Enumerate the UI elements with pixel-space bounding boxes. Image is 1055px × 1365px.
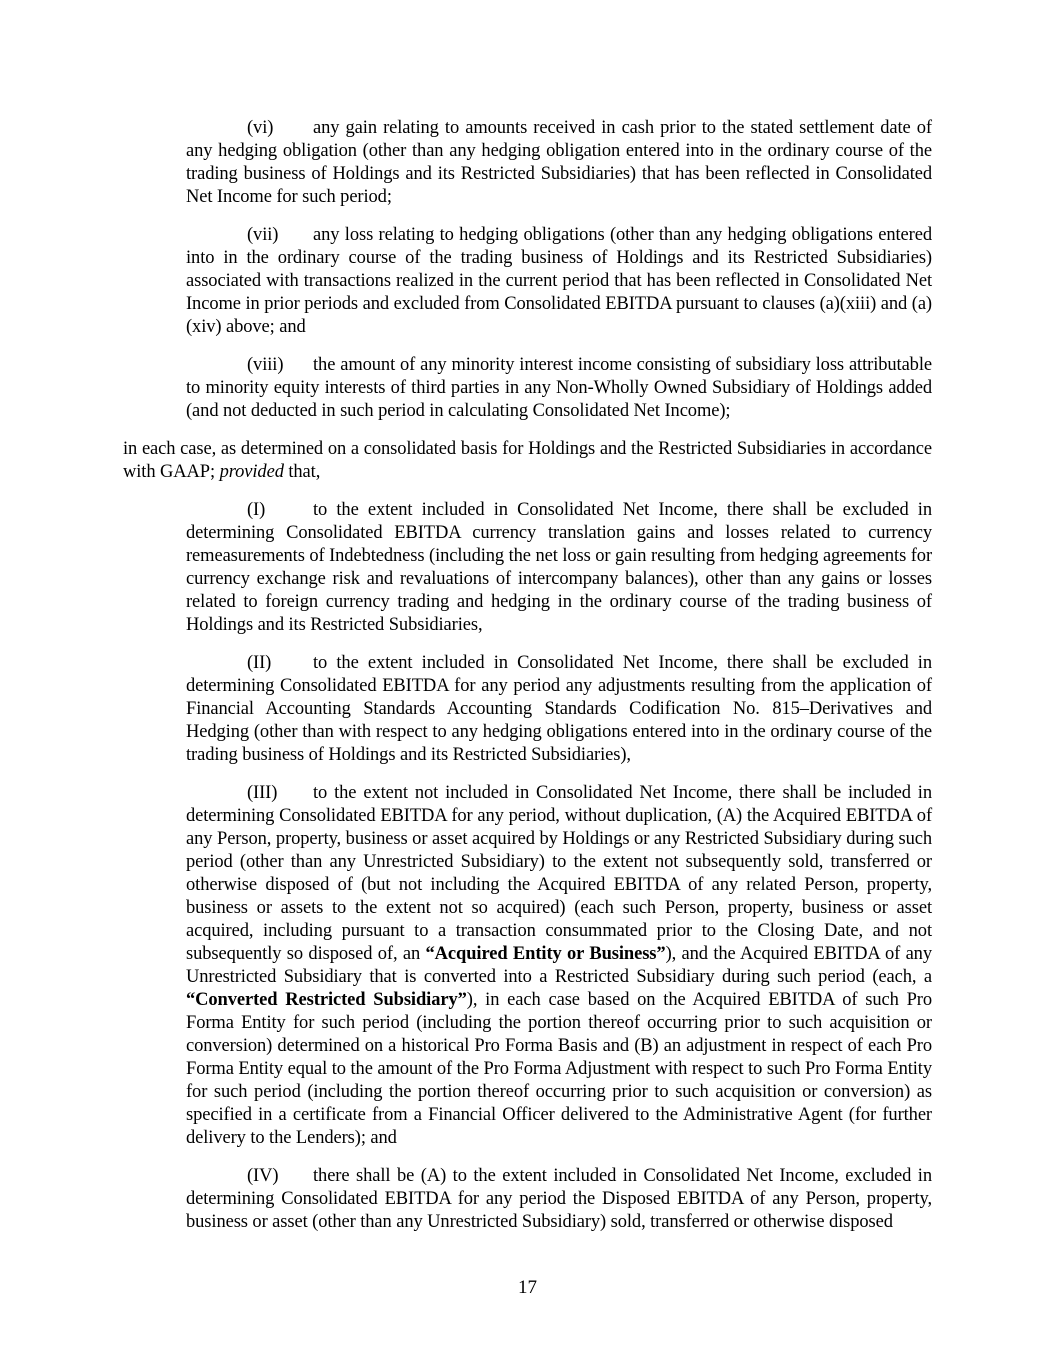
- text-segment: “Acquired Entity or Business”: [425, 944, 666, 964]
- clause-number: (III): [247, 783, 278, 803]
- clause-number: (vii): [247, 225, 279, 245]
- text-segment: ), and the Acquired EBITDA of any Unrestricted Subsidiary that is converted into a Restricted Subsidiary during such period (each, a: [186, 944, 932, 987]
- clause-number: (II): [247, 653, 272, 673]
- paragraph-clause-vii: [186, 224, 932, 339]
- clause-number: (vi): [247, 118, 274, 138]
- text-segment: to the extent not included in Consolidated Net Income, there shall be included in determining Consolidated EBITDA for any period, without duplication, (A) the Acquired EBITDA of any Person, property, business or asset acquired by Holdings or any Restricted Subsidiary during such period (other than any Unrestricted Subsidiary) to the extent not subsequently sold, transferred or otherwise disposed of (but not including the Acquired EBITDA of any related Person, property, business or assets to the extent not so acquired) (each such Person, property, business or asset acquired, including pursuant to a transaction consummated prior to the Closing Date, and not subsequently so disposed of, an: [186, 783, 932, 964]
- text-segment: that,: [283, 462, 321, 482]
- text-segment: the amount of any minority interest income consisting of subsidiary loss attributable to minority equity interests of third parties in any Non-Wholly Owned Subsidiary of Holdings added (and not deducted in such period in calculating Consolidated Net Income);: [186, 355, 932, 421]
- text-segment: in each case, as determined on a consolidated basis for Holdings and the Restricted Subsidiaries in accordance with GAAP;: [123, 439, 932, 482]
- paragraph-proviso-IV: [186, 1165, 932, 1234]
- paragraph-clause-vi: [186, 117, 932, 209]
- text-segment: provided: [219, 462, 284, 482]
- clause-number: (IV): [247, 1166, 279, 1186]
- paragraph-clause-viii: [186, 354, 932, 423]
- text-segment: ), in each case based on the Acquired EBITDA of such Pro Forma Entity for such period (including the portion thereof occurring prior to such acquisition or conversion) determined on a historical Pro Forma Basis and (B) an adjustment in respect of each Pro Forma Entity equal to the amount of the Pro Forma Adjustment with respect to such Pro Forma Entity for such period (including the portion thereof occurring prior to such acquisition or conversion) as specified in a certificate from a Financial Officer delivered to the Administrative Agent (for further delivery to the Lenders); and: [186, 990, 932, 1148]
- text-segment: to the extent included in Consolidated Net Income, there shall be excluded in determining Consolidated EBITDA for any period any adjustments resulting from the application of Financial Accounting Standards Accounting Standards Codification No. 815–Derivatives and Hedging (other than with respect to any hedging obligations entered into in the ordinary course of the trading business of Holdings and its Restricted Subsidiaries),: [186, 653, 932, 765]
- paragraph-proviso-I: [186, 499, 932, 637]
- text-segment: to the extent included in Consolidated Net Income, there shall be excluded in determining Consolidated EBITDA currency translation gains and losses related to currency remeasurements of Indebtedness (including the net loss or gain resulting from hedging agreements for currency exchange risk and revaluations of intercompany balances), other than any gains or losses related to foreign currency trading and hedging in the ordinary course of the trading business of Holdings and its Restricted Subsidiaries,: [186, 500, 932, 635]
- page-number: 17: [518, 1277, 537, 1298]
- clause-number: (viii): [247, 355, 284, 375]
- document-text: [123, 117, 932, 1234]
- text-segment: any loss relating to hedging obligations (other than any hedging obligations entered into in the ordinary course of the trading business of Holdings and its Restricted Subsidiaries) associated with transactions realized in the current period that has been reflected in Consolidated Net Income in prior periods and excluded from Consolidated EBITDA pursuant to clauses (a)(xiii) and (a)(xiv) above; and: [186, 225, 932, 337]
- paragraph-hanging-gaap: [123, 438, 932, 484]
- text-segment: “Converted Restricted Subsidiary”: [186, 990, 467, 1010]
- clause-number: (I): [247, 500, 266, 520]
- text-segment: any gain relating to amounts received in cash prior to the stated settlement date of any hedging obligation (other than any hedging obligation entered into in the ordinary course of the trading business of Holdings and its Restricted Subsidiaries) that has been reflected in Consolidated Net Income for such period;: [186, 118, 932, 207]
- paragraph-proviso-II: [186, 652, 932, 767]
- paragraph-proviso-III: [186, 782, 932, 1150]
- text-segment: there shall be (A) to the extent included in Consolidated Net Income, excluded in determining Consolidated EBITDA for any period the Disposed EBITDA of any Person, property, business or asset (other than any Unrestricted Subsidiary) sold, transferred or otherwise disposed: [186, 1166, 932, 1232]
